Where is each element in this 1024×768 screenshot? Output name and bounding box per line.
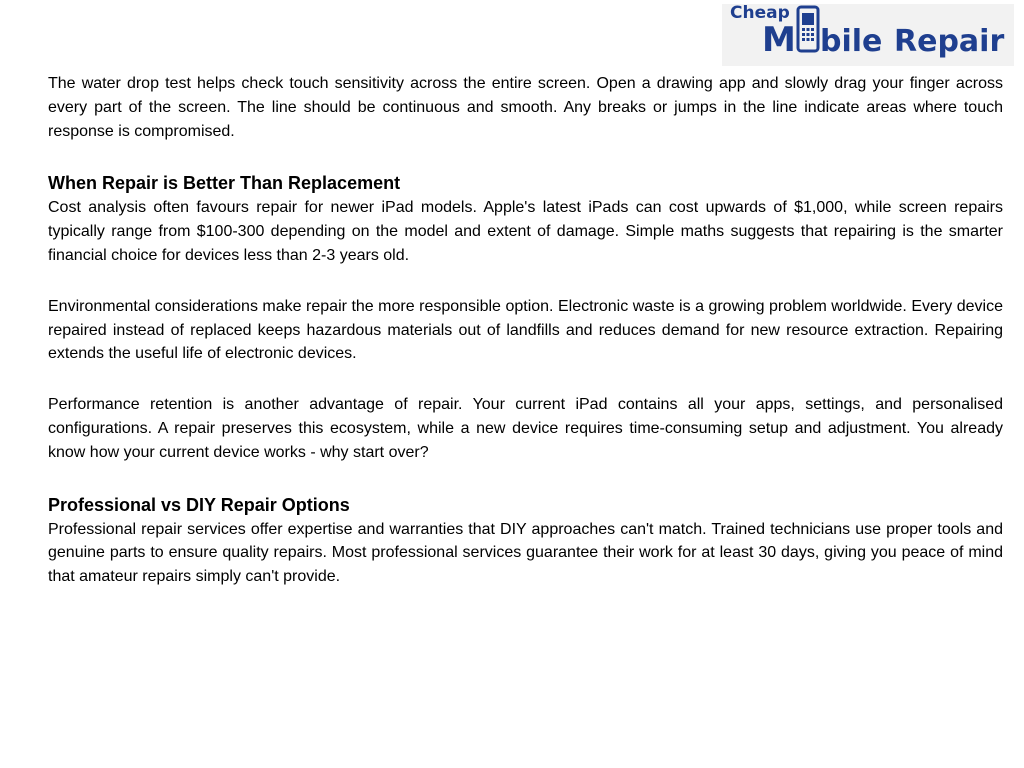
logo-top-text: Cheap: [730, 4, 790, 23]
paragraph-performance: Performance retention is another advantage of repair. Your current iPad contains all your apps, settings, and personalised configurations. A repair preserves this ecosystem, while a new device requires time-consuming setup and adjustment. You already know how your current device works - why start over?: [48, 396, 1003, 461]
paragraph-cost-analysis: Cost analysis often favours repair for newer iPad models. Apple's latest iPads can cost upwards of $1,000, while screen repairs typically range from $100-300 depending on the model and extent of damage. Simple maths suggests that repairing is the smarter financial choice for devices less than 2-3 years old.: [48, 199, 1003, 264]
spacer: [48, 465, 1003, 492]
section-heading-professional-vs-diy: Professional vs DIY Repair Options: [48, 494, 350, 515]
logo-main-text: bile: [820, 24, 883, 59]
section-heading-repair-vs-replacement: When Repair is Better Than Replacement: [48, 173, 401, 194]
logo-repair-text: Repair: [894, 24, 1005, 59]
intro-paragraph: The water drop test helps check touch sensitivity across the entire screen. Open a drawing app and slowly drag your finger across every part of the screen. The line should be continuous and smooth. Any breaks or jumps in the line indicate areas where touch response is compromised.: [48, 75, 1003, 140]
spacer: [48, 268, 1003, 295]
spacer: [48, 366, 1003, 393]
paragraph-environmental: Environmental considerations make repair the more responsible option. Electronic waste is a growing problem worldwide. Every device repaired instead of replaced keeps hazardous materials out of landfills and reduces demand for new resource extraction. Repairing extends the useful life of electronic devices.: [48, 297, 1003, 363]
phone-icon: [798, 7, 818, 51]
logo-graphic: [722, 4, 1014, 66]
logo-letter-m: M: [762, 20, 796, 60]
paragraph-professional-services: Professional repair services offer expertise and warranties that DIY approaches can't match. Trained technicians use proper tools and genuine parts to ensure quality repairs. Most professional services guarantee their work for at least 30 days, giving you peace of mind that amateur repairs simply can't provide.: [48, 520, 1003, 586]
article-body: [48, 72, 1003, 589]
cheap-mobile-repair-logo: [722, 4, 1014, 66]
spacer: [48, 143, 1003, 170]
